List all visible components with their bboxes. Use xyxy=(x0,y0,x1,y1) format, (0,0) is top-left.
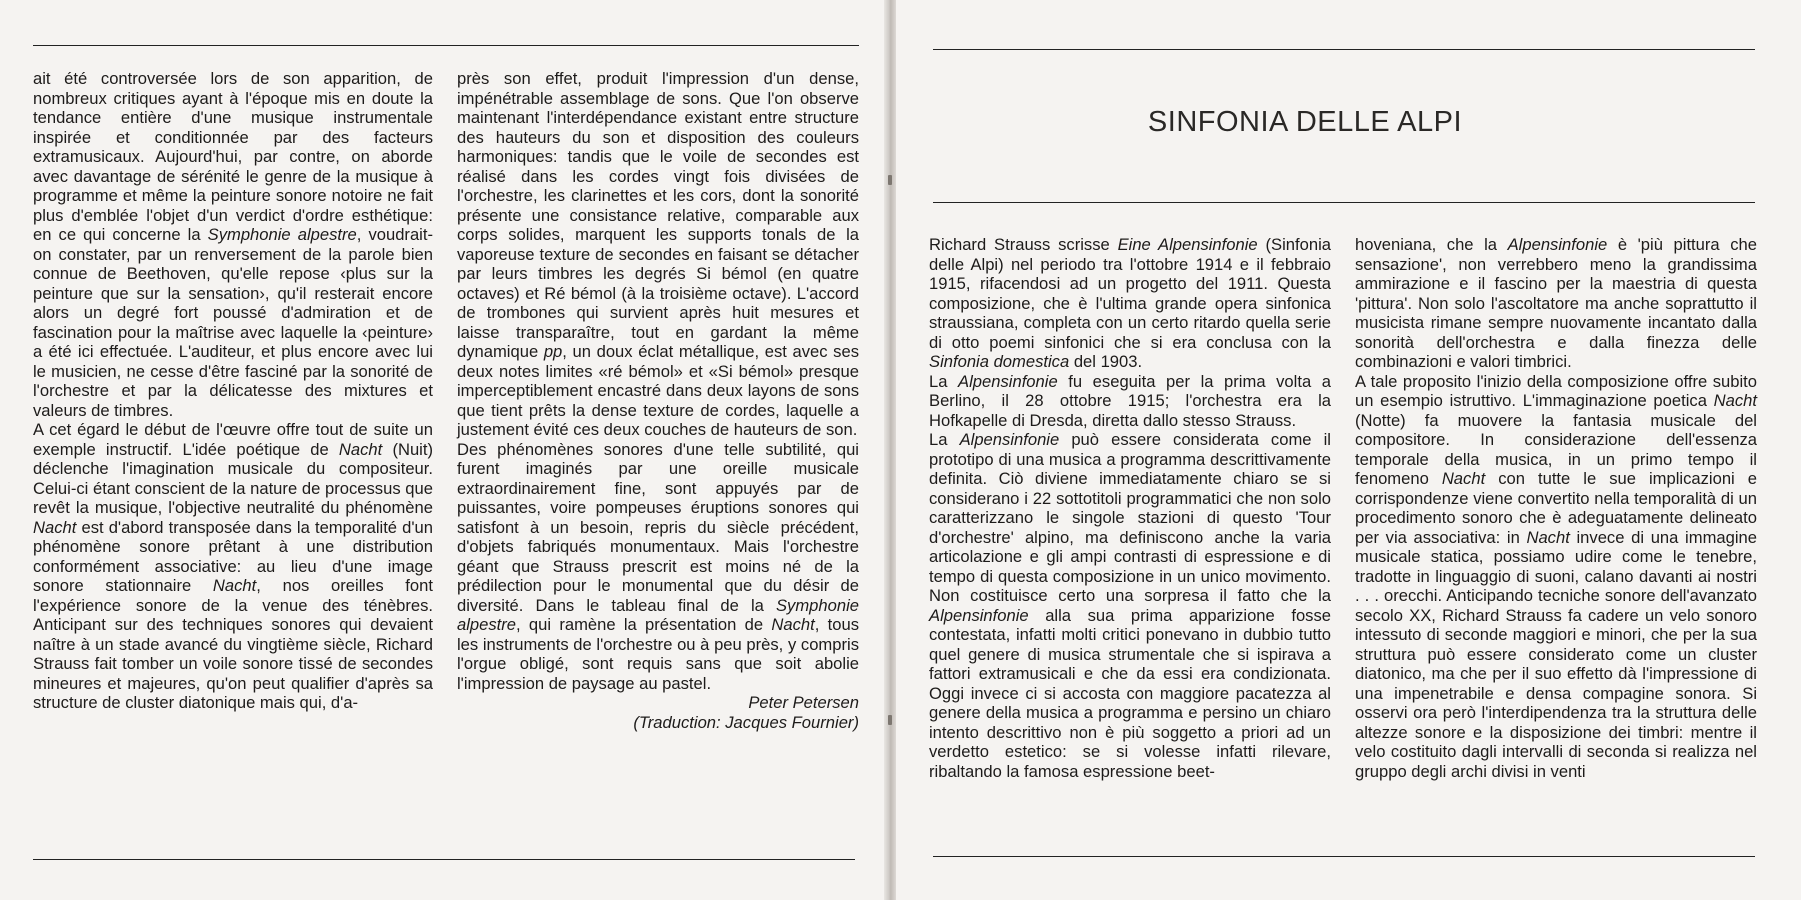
paragraph: près son effet, produit l'impression d'un dense, impénétrable assemblage de sons. Que l'on observe maintenant l'interdépendance existant entre structure des hauteurs du son et disposition des couleurs harmoniques: tandis que le voile de secondes est réalisé dans les cordes vingt fois divisées de l'orchestre, les clarinettes et les cors, dont la sonorité présente une consistance relative, comparable aux corps solides, marquent les supports tonals de la vaporeuse texture de secondes en faisant se détacher par leurs timbres les degrés Si bémol (en quatre octaves) et Ré bémol (à la troisième octave). L'accord de trombones qui survient après huit mesures et laisse transparaître, tout en gardant la même dynamique pp, un doux éclat métallique, est avec ses deux notes limites «ré bémol» et «Si bémol» presque imperceptiblement encastré dans deux layons de sons que tient prêts la dense texture de cordes, laquelle a justement évité ces deux couches de hauteurs de son. xyxy=(457,69,859,439)
translator-credit: (Traduction: Jacques Fournier) xyxy=(633,712,859,732)
paragraph: ait été controversée lors de son apparition, de nombreux critiques ayant à l'époque mis en doute la tendance entière d'une musique instrumentale inspirée et conditionnée par des facteurs extramusicaux. Aujourd'hui, par contre, on aborde avec davantage de sérénité le genre de la musique à programme et même la peinture sonore notoire ne fait plus d'emblée l'objet d'un verdict d'ordre esthétique: en ce qui concerne la Symphonie alpestre, voudrait-on constater, par un renversement de la parole bien connue de Beethoven, qu'elle repose ‹plus sur la peinture que sur la sensation›, qu'il resterait encore alors un degré fort poussé d'admiration et de fascination pour la maîtrise avec laquelle la ‹peinture› a été ici effectuée. L'auditeur, et plus encore avec lui le musicien, ne cesse d'être fasciné par la sonorité de l'orchestre et par la délicatesse des mixtures et valeurs de timbres. xyxy=(33,69,434,420)
top-rule-left xyxy=(33,45,859,46)
title-rule xyxy=(933,202,1755,203)
bottom-rule-right xyxy=(933,856,1755,857)
left-column-1 xyxy=(33,69,433,713)
paragraph: A cet égard le début de l'œuvre offre tout de suite un exemple instructif. L'idée poétique de Nacht (Nuit) déclenche l'imagination musicale du compositeur. Celui-ci étant conscient de la nature de processus que revêt la musique, l'objective neutralité du phénomène Nacht est d'abord transposée dans la temporalité d'un phénomène sonore prêtant à une distribution conformément associative: au lieu d'une image sonore stationnaire Nacht, nos oreilles font l'expérience sonore de la venue des ténèbres. Anticipant sur des techniques sonores qui devaient naître à un stade avancé du vingtième siècle, Richard Strauss fait tomber un voile sonore tissé de secondes mineures et majeures, qu'on peut qualifier d'après sa structure de cluster diatonique mais qui, d'a- xyxy=(33,420,434,712)
paragraph: A tale proposito l'inizio della composizione offre subito un esempio istruttivo. L'immaginazione poetica Nacht (Notte) fa muovere la fantasia musicale del compositore. In considerazione dell'essenza temporale della musica, in un primo tempo il fenomeno Nacht con tutte le sue implicazioni e corrispondenze viene convertito nella temporalità di un procedimento sonoro che è adeguatamente delineato per via associativa: in Nacht invece di una immagine musicale statica, possiamo udire come le tenebre, tradotte in linguaggio di suoni, calano davanti ai nostri . . . orecchi. Anticipando tecniche sonore dell'avanzato secolo XX, Richard Strauss fa cadere un velo sonoro intessuto di seconde maggiori e minori, che per la sua struttura può essere considerato come un cluster diatonico, ma che per il suo effetto dà l'impressione di una impenetrabile e densa compagine sonora. Si osservi ora però l'interdipendenza tra la struttura delle altezze sonore e la disposizione dei timbri: mentre il velo costituito dagli intervalli di seconda si realizza nel gruppo degli archi divisi in venti xyxy=(1355,371,1757,781)
paragraph: Richard Strauss scrisse Eine Alpensinfonie (Sinfonia delle Alpi) nel periodo tra l'ottobre 1914 e il febbraio 1915, rifacendosi ad un progetto del 1911. Questa composizione, che è l'ultima grande opera sinfonica straussiana, completa con un certo ritardo quella serie di otto poemi sinfonici che si era conclusa con la Sinfonia domestica del 1903. xyxy=(929,235,1331,371)
top-rule-right xyxy=(933,49,1755,50)
paragraph: hoveniana, che la Alpensinfonie è 'più pittura che sensazione', non verrebbero meno la grandissima ammirazione e il fascino per la maestria di questa 'pittura'. Non solo l'ascoltatore ma anche soprattutto il musicista rimane sempre nuovamente incantato dalla sonorità dell'orchestra e dalla finezza delle combinazioni e valori timbrici. xyxy=(1355,235,1757,371)
bottom-rule-left xyxy=(33,859,855,860)
staple-top xyxy=(888,175,892,185)
paragraph: Des phénomènes sonores d'une telle subtilité, qui furent imaginés par une oreille musicale extraordinairement fine, sont appuyés par de puissantes, voire pompeuses éruptions sonores qui satisfont à un besoin, repris du siècle précédent, d'objets fabriqués monumentaux. Mais l'orchestre géant que Strauss prescrit est moins né de la prédilection pour le monumental que du désir de diversité. Dans le tableau final de la Symphonie alpestre, qui ramène la présentation de Nacht, tous les instruments de l'orchestre ou à peu près, y compris l'orgue obligé, sont requis sans que soit abolie l'impression de paysage au pastel. xyxy=(457,439,859,693)
left-column-2 xyxy=(457,69,859,732)
page-title: SINFONIA DELLE ALPI xyxy=(1147,106,1463,138)
right-column-2 xyxy=(1355,235,1757,781)
page-gutter xyxy=(884,0,896,900)
author-signature: Peter Petersen xyxy=(748,693,859,712)
paragraph: La Alpensinfonie fu eseguita per la prima volta a Berlino, il 28 ottobre 1915; l'orchestra era la Hofkapelle di Dresda, diretta dallo stesso Strauss. xyxy=(929,371,1331,430)
staple-bottom xyxy=(888,715,892,725)
right-column-1 xyxy=(929,235,1331,781)
paragraph: La Alpensinfonie può essere considerata come il prototipo di una musica a programma descrittivamente definita. Ciò diviene immediatamente chiaro se si considerano i 22 sottotitoli programmatici che non solo caratterizzano le singole stazioni di questo 'Tour d'orchestre' alpino, ma definiscono anche la varia articolazione e gli ampi contrasti di espressione e di tempo di questa composizione in un unico movimento. Non costituisce certo una sorpresa il fatto che la Alpensinfonie alla sua prima apparizione fosse contestata, infatti molti critici ponevano in dubbio tutto quel genere di musica strumentale che si ispirava a fattori extramusicali e che da essi era condizionata. Oggi invece ci si accosta con maggiore pacatezza al genere della musica a programma e persino un chiaro intento descrittivo non è più soggetto a priori ad un verdetto estetico: se si volesse infatti rilevare, ribaltando la famosa espressione beet- xyxy=(929,430,1331,781)
